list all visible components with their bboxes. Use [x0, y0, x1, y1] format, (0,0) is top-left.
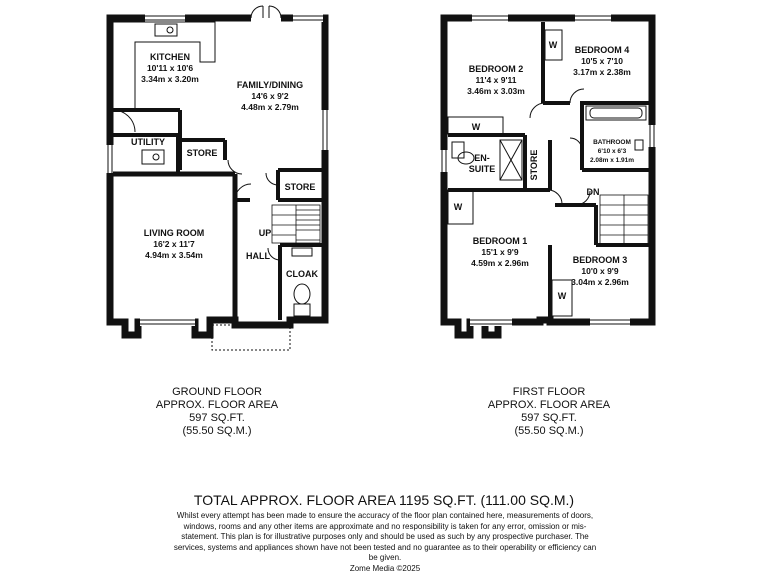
store-b-label: STORE [284, 182, 316, 192]
store-label: STORE [529, 149, 539, 181]
hall-label: HALL [246, 251, 270, 261]
bathroom-imperial: 6'10 x 6'3 [597, 148, 627, 155]
wardrobe-label: W [548, 40, 558, 50]
ground-floor-caption [117, 386, 317, 438]
caption-line: (55.50 SQ.M.) [182, 425, 252, 437]
living-room-label: LIVING ROOM [143, 228, 205, 238]
kitchen-label: KITCHEN [150, 52, 190, 62]
caption-line: APPROX. FLOOR AREA [487, 399, 611, 411]
porch [212, 325, 290, 350]
caption-line: GROUND FLOOR [172, 386, 262, 398]
caption-line: 597 SQ.FT. [521, 412, 577, 424]
bedroom2-label: BEDROOM 2 [468, 64, 524, 74]
wardrobe-label: W [471, 122, 481, 132]
bedroom1-imperial: 15'1 x 9'9 [481, 247, 519, 257]
living-room-metric: 4.94m x 3.54m [145, 250, 203, 260]
bedroom4-imperial: 10'5 x 7'10 [581, 56, 623, 66]
bedroom1-metric: 4.59m x 2.96m [471, 258, 529, 268]
bedroom4-label: BEDROOM 4 [574, 45, 630, 55]
credit-text: Zome Media ©2025 [349, 563, 421, 573]
disclaimer-text [170, 511, 600, 574]
cloak-label: CLOAK [286, 269, 318, 279]
disclaimer-body: Whilst every attempt has been made to ensure the accuracy of the floor plan contained here, measurements of doors, windows, rooms and any other items are approximate and no responsibility is taken for any error, omission or mis-statement. This plan is for illustrative purposes only and should be used as such by any prospective purchaser. The services, systems and appliances shown have not been tested and no guarantee as to their operability or efficiency can be given. [173, 511, 597, 562]
ensuite-label-line1: EN- [474, 153, 490, 163]
kitchen-metric: 3.34m x 3.20m [141, 74, 199, 84]
living-room-imperial: 16'2 x 11'7 [153, 239, 195, 249]
utility-label: UTILITY [131, 137, 165, 147]
bedroom3-label: BEDROOM 3 [572, 255, 628, 265]
family-dining-metric: 4.48m x 2.79m [241, 102, 299, 112]
caption-line: FIRST FLOOR [512, 386, 586, 398]
wardrobe-label: W [453, 202, 463, 212]
sink-icon [155, 24, 177, 36]
bedroom3-metric: 3.04m x 2.96m [571, 277, 629, 287]
kitchen-imperial: 10'11 x 10'6 [146, 63, 194, 73]
wardrobe-label: W [557, 291, 567, 301]
ensuite-label-line2: SUITE [468, 164, 496, 174]
first-floor-caption [449, 386, 649, 438]
family-dining-label: FAMILY/DINING [236, 80, 304, 90]
bedroom3-imperial: 10'0 x 9'9 [581, 266, 619, 276]
ground-floor-plan [106, 6, 329, 350]
bedroom2-metric: 3.46m x 3.03m [467, 86, 525, 96]
bathroom-metric: 2.08m x 1.91m [589, 157, 635, 164]
ground-stairs [272, 205, 320, 243]
family-dining-imperial: 14'6 x 9'2 [251, 91, 289, 101]
up-label: UP [258, 228, 272, 238]
caption-line: (55.50 SQ.M.) [514, 425, 584, 437]
caption-line: 597 SQ.FT. [189, 412, 245, 424]
bathroom-label: BATHROOM [593, 139, 631, 146]
first-stairs [600, 195, 648, 245]
bedroom4-metric: 3.17m x 2.38m [573, 67, 631, 77]
store-a-label: STORE [186, 148, 218, 158]
total-floor-area: TOTAL APPROX. FLOOR AREA 1195 SQ.FT. (111.00 SQ.M.) [193, 492, 575, 508]
bedroom2-imperial: 11'4 x 9'11 [475, 75, 517, 85]
dn-label: DN [586, 187, 600, 197]
caption-line: APPROX. FLOOR AREA [155, 399, 279, 411]
bedroom1-label: BEDROOM 1 [472, 236, 528, 246]
